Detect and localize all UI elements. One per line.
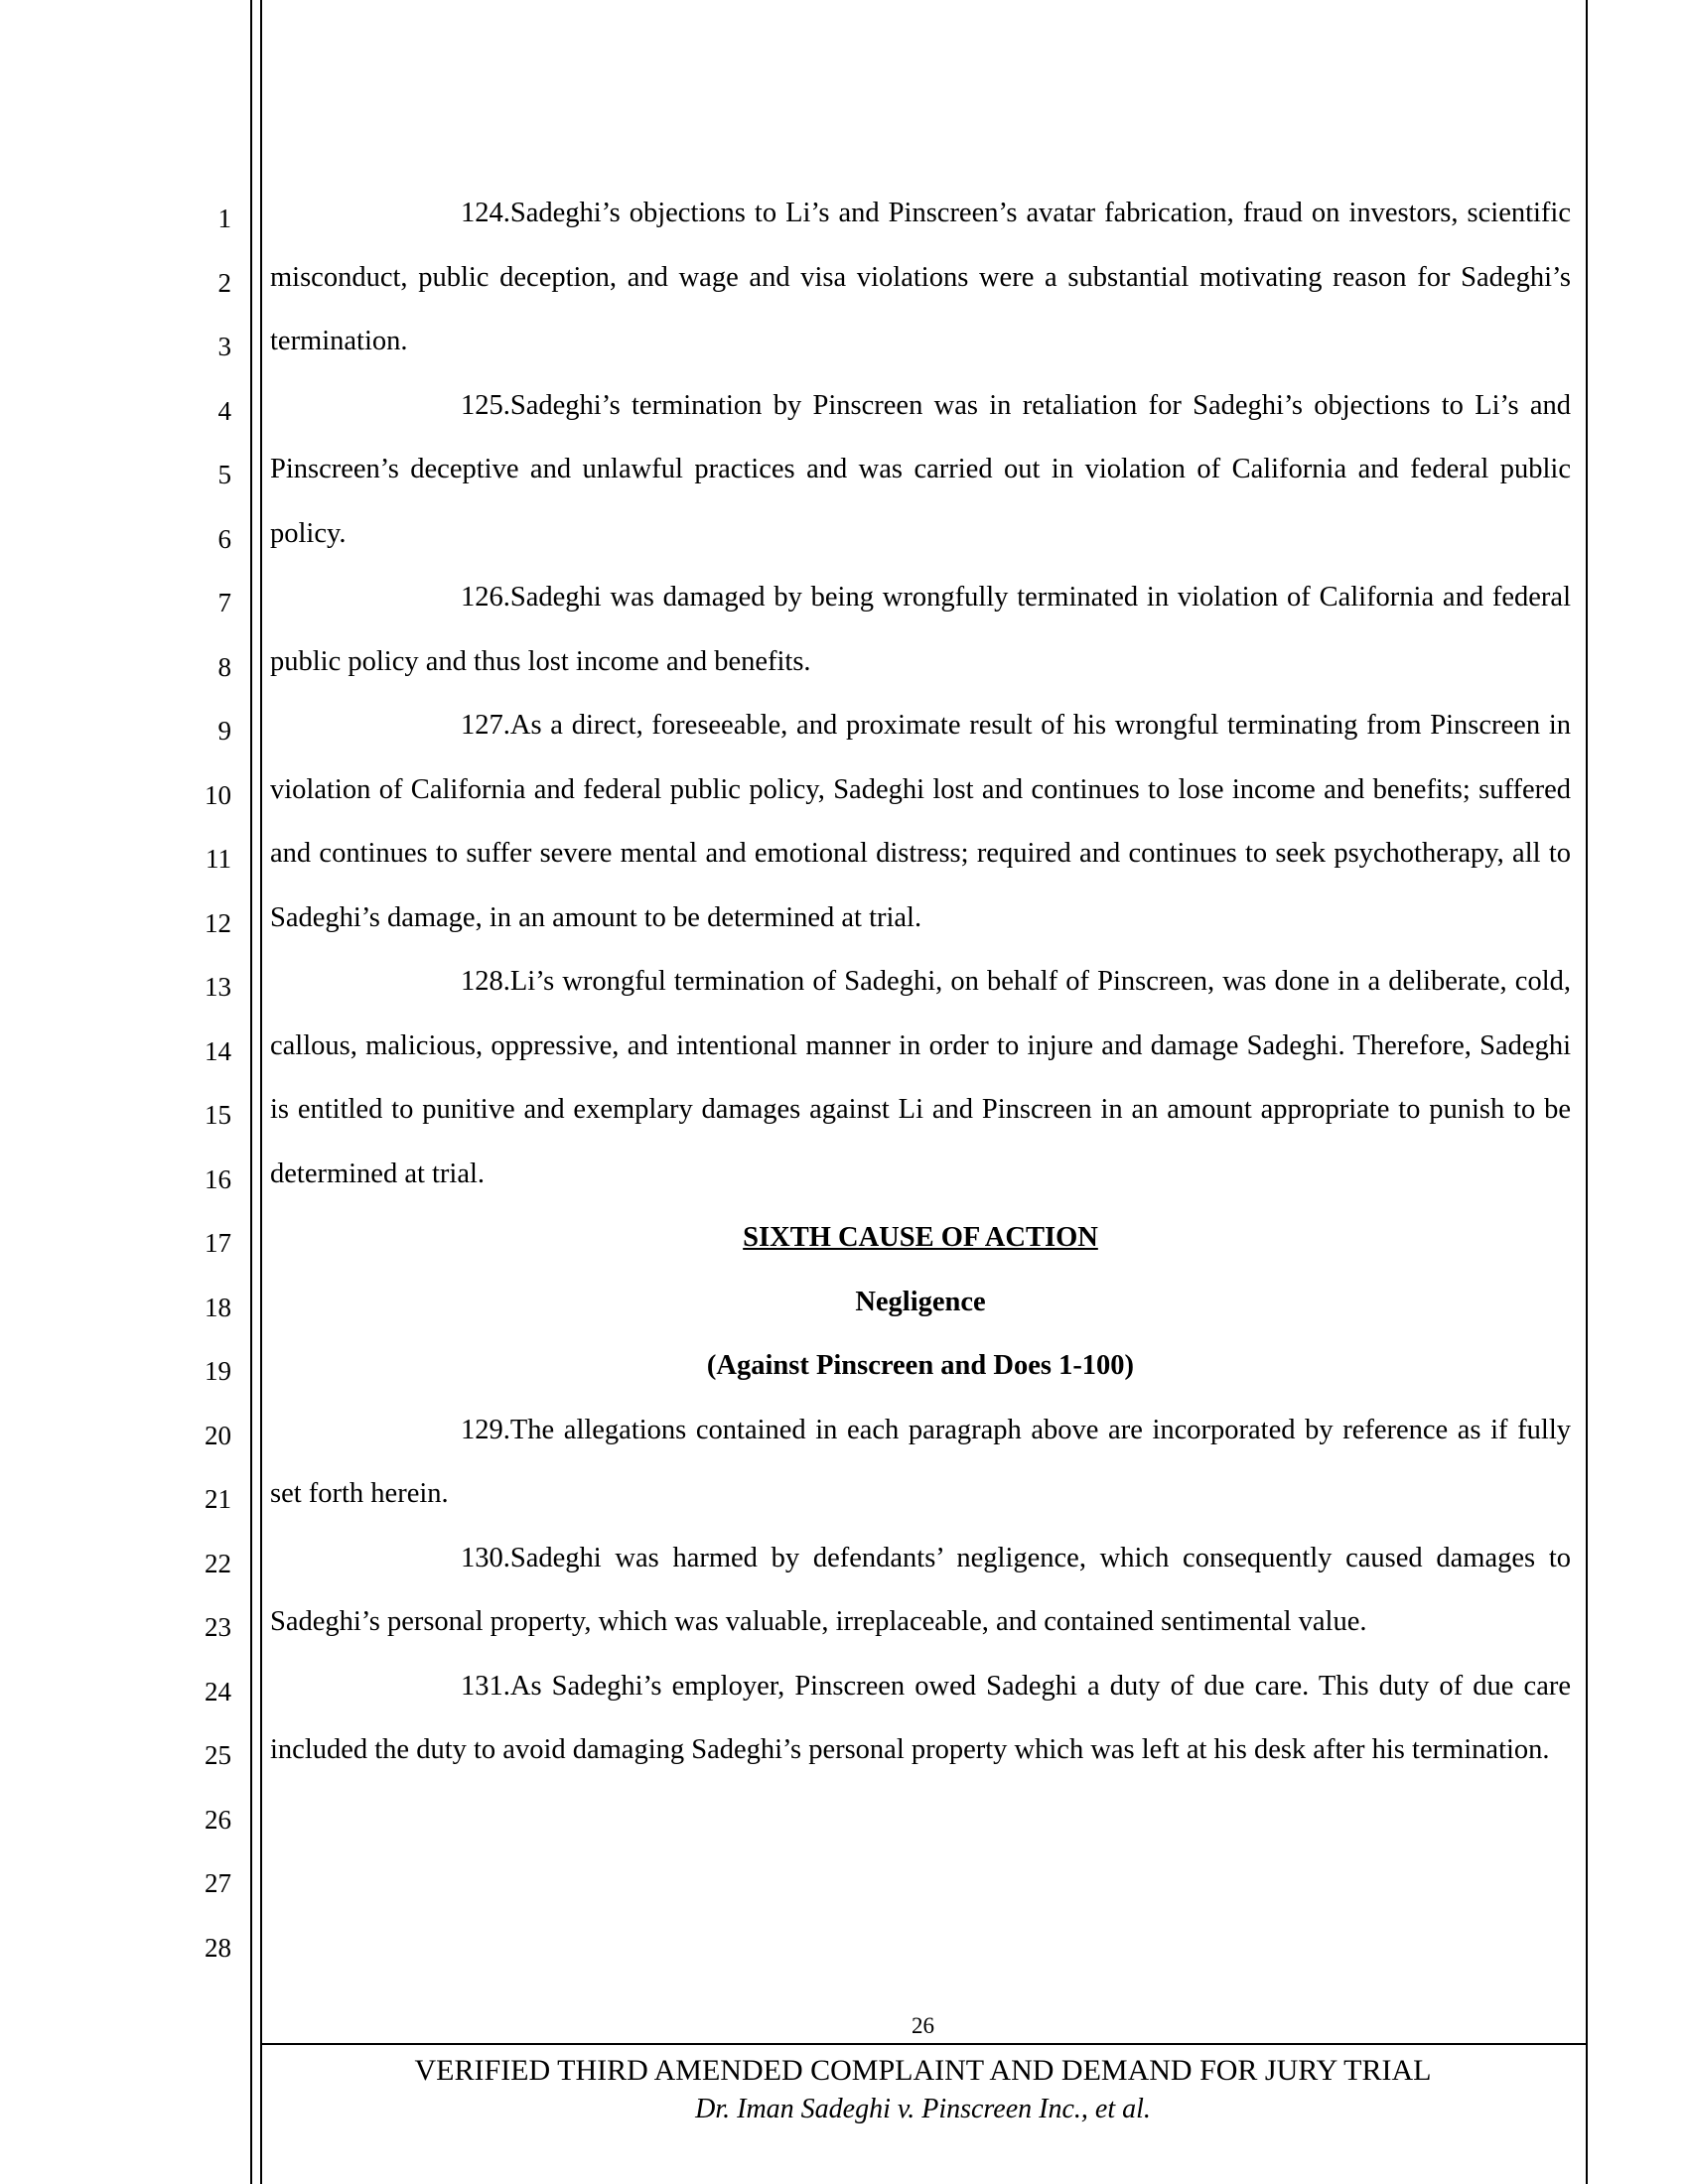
paragraph-126 [270,566,1571,694]
line-number: 6 [217,523,231,554]
cause-of-action-defendants: (Against Pinscreen and Does 1-100) [706,1350,1135,1381]
paragraph-128 [270,950,1571,1206]
line-number: 4 [217,395,231,426]
paragraph-number: 124. [461,198,510,228]
cause-of-action-heading: SIXTH CAUSE OF ACTION [743,1222,1098,1253]
line-number: 14 [205,1035,231,1066]
footer-case-caption: Dr. Iman Sadeghi v. Pinscreen Inc., et al. [695,2094,1151,2124]
line-number: 8 [217,651,231,682]
cause-of-action-subheading: Negligence [855,1286,986,1317]
line-number: 23 [205,1612,231,1642]
paragraph-number: 128. [461,966,510,997]
line-number: 24 [205,1676,231,1706]
line-number: 1 [217,204,231,233]
paragraph-text: As Sadeghi’s employer, Pinscreen owed Sadeghi a duty of due care. This duty of due care included the duty to avoid damaging Sadeghi’s personal property which was left at his desk after his termination. [270,1670,1571,1765]
paragraph-127 [270,694,1571,950]
page-footer [260,2011,1586,2128]
line-number: 10 [205,779,231,810]
line-number: 26 [205,1804,231,1835]
paragraph-text: As a direct, foreseeable, and proximate result of his wrongful terminating from Pinscreen in violation of California and federal public policy, Sadeghi lost and continues to lose income and benefits; suffered and continues to suffer severe mental and emotional distress; required and continues to seek psychotherapy, all to Sadeghi’s damage, in an amount to be determined at trial. [270,710,1571,933]
paragraph-text: Sadeghi’s termination by Pinscreen was in retaliation for Sadeghi’s objections to Li’s and Pinscreen’s deceptive and unlawful practices and was carried out in violation of California and federal public policy. [270,389,1571,549]
footer-divider [260,2043,1586,2045]
paragraph-130 [270,1527,1571,1655]
line-number: 17 [205,1228,231,1258]
paragraph-131 [270,1655,1571,1783]
line-number: 16 [205,1163,231,1194]
page-number: 26 [912,2013,934,2038]
paragraph-129 [270,1399,1571,1527]
paragraph-number: 130. [461,1542,510,1573]
paragraph-text: Sadeghi was harmed by defendants’ negligence, which consequently caused damages to Sadeghi’s personal property, which was valuable, irreplaceable, and contained sentimental value. [270,1542,1571,1637]
line-number: 25 [205,1740,231,1770]
line-number: 28 [205,1932,231,1963]
line-number: 3 [217,332,231,361]
paragraph-text: Li’s wrongful termination of Sadeghi, on behalf of Pinscreen, was done in a deliberate, cold, callous, malicious, oppressive, and intentional manner in order to injure and damage Sadeghi. Therefore, Sadeghi is entitled to punitive and exemplary damages against Li and Pinscreen in an amount appropriate to punish to be determined at trial. [270,966,1571,1189]
paragraph-number: 126. [461,582,510,613]
line-number: 13 [205,972,231,1002]
line-number: 18 [205,1292,231,1322]
line-number: 22 [205,1548,231,1578]
line-number: 15 [205,1100,231,1130]
line-number: 7 [217,588,231,617]
paragraph-124 [270,182,1571,374]
line-number: 12 [205,907,231,938]
line-number-gutter [184,187,231,1979]
line-number: 20 [205,1420,231,1450]
paragraph-number: 127. [461,710,510,741]
line-number: 2 [217,267,231,298]
line-number: 11 [206,844,231,874]
left-margin-rule-inner [260,0,262,2184]
paragraph-number: 125. [461,389,510,421]
paragraph-text: Sadeghi’s objections to Li’s and Pinscreen’s avatar fabrication, fraud on investors, scientific misconduct, public deception, and wage and visa violations were a substantial motivating reason for Sadeghi’s termination. [270,198,1571,356]
line-number: 27 [205,1868,231,1898]
paragraph-number: 129. [461,1414,510,1445]
line-number: 5 [217,460,231,489]
line-number: 19 [205,1356,231,1386]
line-number: 9 [217,716,231,746]
line-number: 21 [205,1484,231,1514]
right-margin-rule [1586,0,1588,2184]
paragraph-number: 131. [461,1670,510,1702]
paragraph-125 [270,374,1571,567]
left-margin-rule-outer [250,0,252,2184]
paragraph-text: Sadeghi was damaged by being wrongfully terminated in violation of California and federal public policy and thus lost income and benefits. [270,582,1571,677]
document-body [270,182,1571,1783]
footer-title: VERIFIED THIRD AMENDED COMPLAINT AND DEMAND FOR JURY TRIAL [414,2054,1432,2087]
paragraph-text: The allegations contained in each paragraph above are incorporated by reference as if fully set forth herein. [270,1414,1571,1509]
